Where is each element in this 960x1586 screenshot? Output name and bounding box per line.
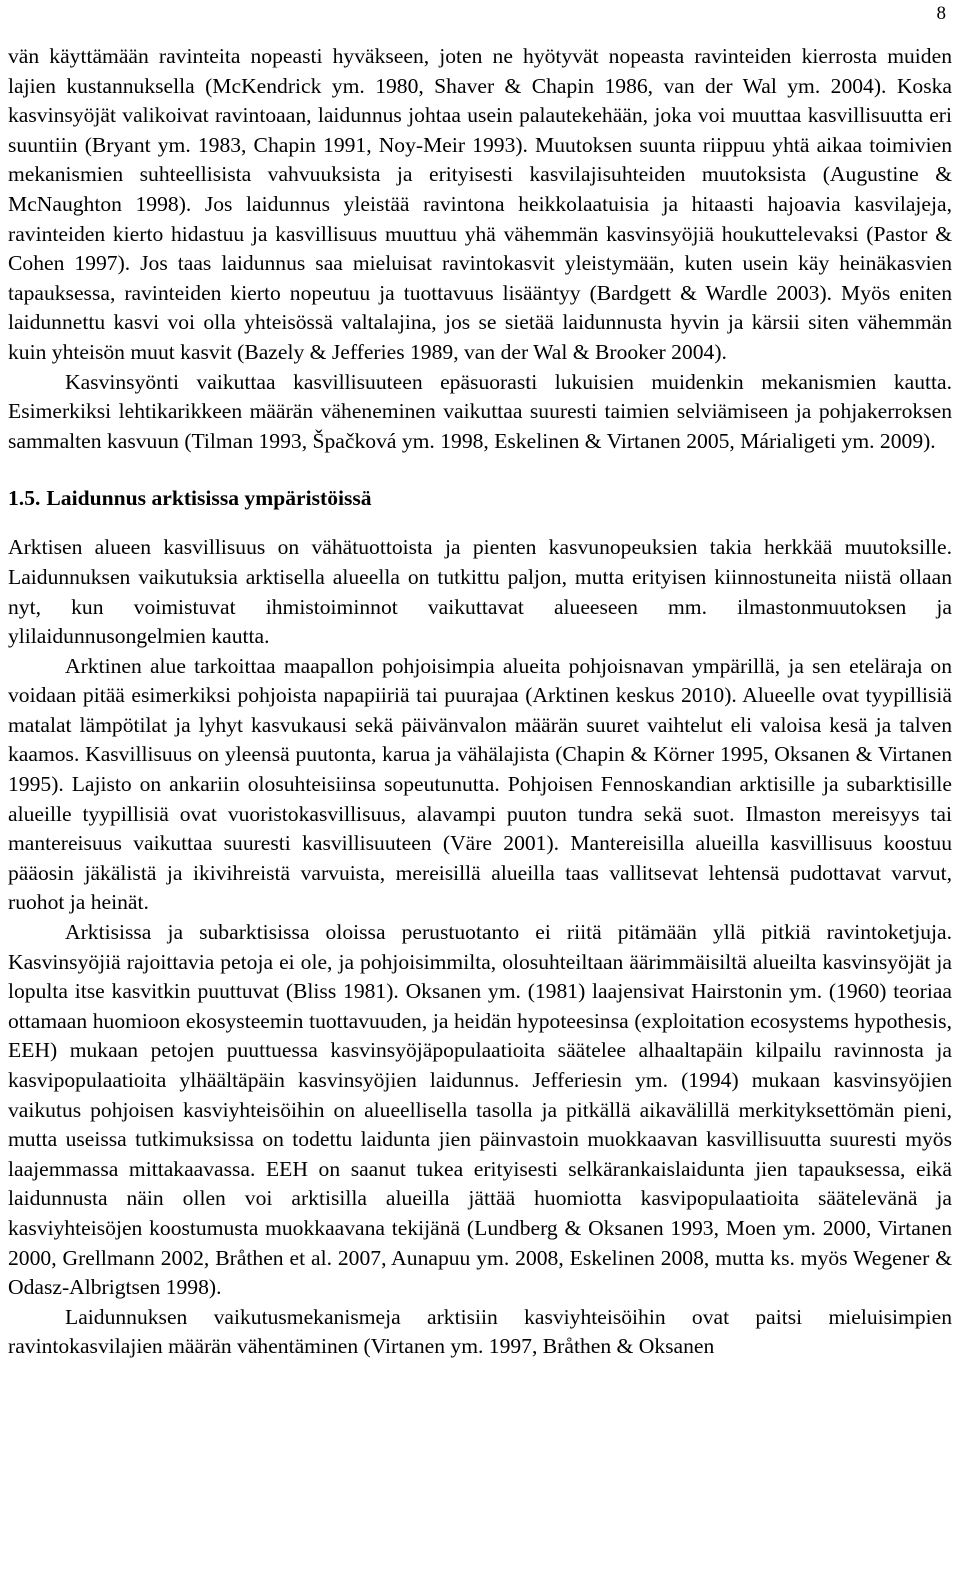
page-number: 8 — [936, 3, 946, 24]
section-heading — [8, 484, 952, 513]
paragraph-indirect-effects: Kasvinsyönti vaikuttaa kasvillisuuteen epäsuorasti lukuisien muidenkin mekanismien kautta. Esimerkiksi lehtikarikkeen määrän väheneminen vaikuttaa suuresti taimien selviämiseen ja pohjakerroksen sammalten kasvuun (Tilman 1993, Špačková ym. 1998, Eskelinen & Virtanen 2005, Márialigeti ym. 2009). — [8, 369, 952, 453]
section-title: Laidunnus arktisissa ympäristöissä — [46, 486, 372, 511]
paragraph-grazing-nutrient-cycling: vän käyttämään ravinteita nopeasti hyväkseen, joten ne hyötyvät nopeasta ravinteiden kierrosta muiden lajien kustannuksella (McKendrick ym. 1980, Shaver & Chapin 1986, van der Wal ym. 2004). Koska kasvinsyöjät valikoivat ravintoaan, laidunnus johtaa usein palautekehään, joka voi muuttaa kasvillisuutta eri suuntiin (Bryant ym. 1983, Chapin 1991, Noy-Meir 1993). Muutoksen suunta riippuu yhtä aikaa toimivien mekanismien suhteellisista vahvuuksista ja erityisesti kasvilajisuhteiden muutoksista (Augustine & McNaughton 1998). Jos laidunnus yleistää ravintona heikkolaatuisia ja hitaasti hajoavia kasvilajeja, ravinteiden kierto hidastuu ja kasvillisuus muuttuu yhä vähemmän kasvinsyöjiä houkuttelevaksi (Pastor & Cohen 1997). Jos taas laidunnus saa mieluisat ravintokasvit yleistymään, kuten usein käy heinäkasvien tapauksessa, ravinteiden kierto nopeutuu ja tuottavuus lisääntyy (Bardgett & Wardle 2003). Myös eniten laidunnettu kasvi voi olla yhteisössä valtalajina, jos se sietää laidunnusta hyvin ja kärsii siten vähemmän kuin yhteisön muut kasvit (Bazely & Jefferies 1989, van der Wal & Brooker 2004). — [8, 44, 952, 364]
paragraph-grazing-mechanisms: Laidunnuksen vaikutusmekanismeja arktisiin kasviyhteisöihin ovat paitsi mieluisimpien ravintokasvilajien määrän vähentäminen (Virtanen ym. 1997, Bråthen & Oksanen — [8, 1304, 952, 1359]
section-number: 1.5. — [8, 486, 41, 511]
paragraph-arctic-definition: Arktinen alue tarkoittaa maapallon pohjoisimpia alueita pohjoisnavan ympärillä, ja sen eteläraja on voidaan pitää esimerkiksi pohjoista napapiiriä tai puurajaa (Arktinen keskus 2010). Alueelle ovat tyypillisiä matalat lämpötilat ja lyhyt kasvukausi sekä päivänvalon määrän suuret vaihtelut eli valoisa kesä ja talven kaamos. Kasvillisuus on yleensä puutonta, karua ja vähälajista (Chapin & Körner 1995, Oksanen & Virtanen 1995). Lajisto on ankariin olosuhteisiinsa sopeutunutta. Pohjoisen Fennoskandian arktisille ja subarktisille alueille tyypillisiä ovat vuoristokasvillisuus, alavampi puuton tundra sekä suot. Ilmaston mereisyys tai mantereisuus vaikuttaa suuresti kasvillisuuteen (Väre 2001). Mantereisilla alueilla kasvillisuus koostuu pääosin jäkälistä ja ikivihreistä varvuista, mereisillä alueilla taas vallitsevat lehtensä pudottavat varvut, ruohot ja heinät. — [8, 653, 952, 915]
paragraph-arctic-vegetation: Arktisen alueen kasvillisuus on vähätuottoista ja pienten kasvunopeuksien takia herkkää muutoksille. Laidunnuksen vaikutuksia arktisella alueella on tutkittu paljon, mutta erityisen kiinnostuneita niistä ollaan nyt, kun voimistuvat ihmistoiminnot vaikuttavat alueeseen mm. ilmastonmuutoksen ja ylilaidunnusongelmien kautta. — [8, 535, 952, 649]
paragraph-food-chains: Arktisissa ja subarktisissa oloissa perustuotanto ei riitä pitämään yllä pitkiä ravintoketjuja. Kasvinsyöjiä rajoittavia petoja ei ole, ja pohjoisimmilta, olosuhteiltaan äärimmäisiltä alueilta kasvinsyöjät ja lopulta itse kasvitkin puuttuvat (Bliss 1981). Oksanen ym. (1981) laajensivat Hairstonin ym. (1960) teoriaa ottamaan huomioon ekosysteemin tuottavuuden, ja heidän hypoteesinsa (exploitation ecosystems hypothesis, EEH) mukaan petojen puuttuessa kasvinsyöjäpopulaatioita säätelee alhaaltapäin kilpailu ravinnosta ja kasvipopulaatioita ylhäältäpäin kasvinsyöjien laidunnus. Jefferiesin ym. (1994) mukaan kasvinsyöjien vaikutus pohjoisen kasviyhteisöihin on alueellisella tasolla ja pitkällä aikavälillä merkityksettömän pieni, mutta useissa tutkimuksissa on todettu laidunta jien päinvastoin muokkaavan kasvillisuutta suuresti myös laajemmassa mittakaavassa. EEH on saanut tukea erityisesti selkärankaislaidunta jien tapauksessa, eikä laidunnusta näin ollen voi arktisilla alueilla jättää huomiotta kasvipopulaatioita säätelevänä ja kasviyhteisöjen koostumusta muokkaavana tekijänä (Lundberg & Oksanen 1993, Moen ym. 2000, Virtanen 2000, Grellmann 2002, Bråthen et al. 2007, Aunapuu ym. 2008, Eskelinen 2008, mutta ks. myös Wegener & Odasz-Albrigtsen 1998). — [8, 920, 952, 1300]
page-content — [8, 42, 952, 1362]
